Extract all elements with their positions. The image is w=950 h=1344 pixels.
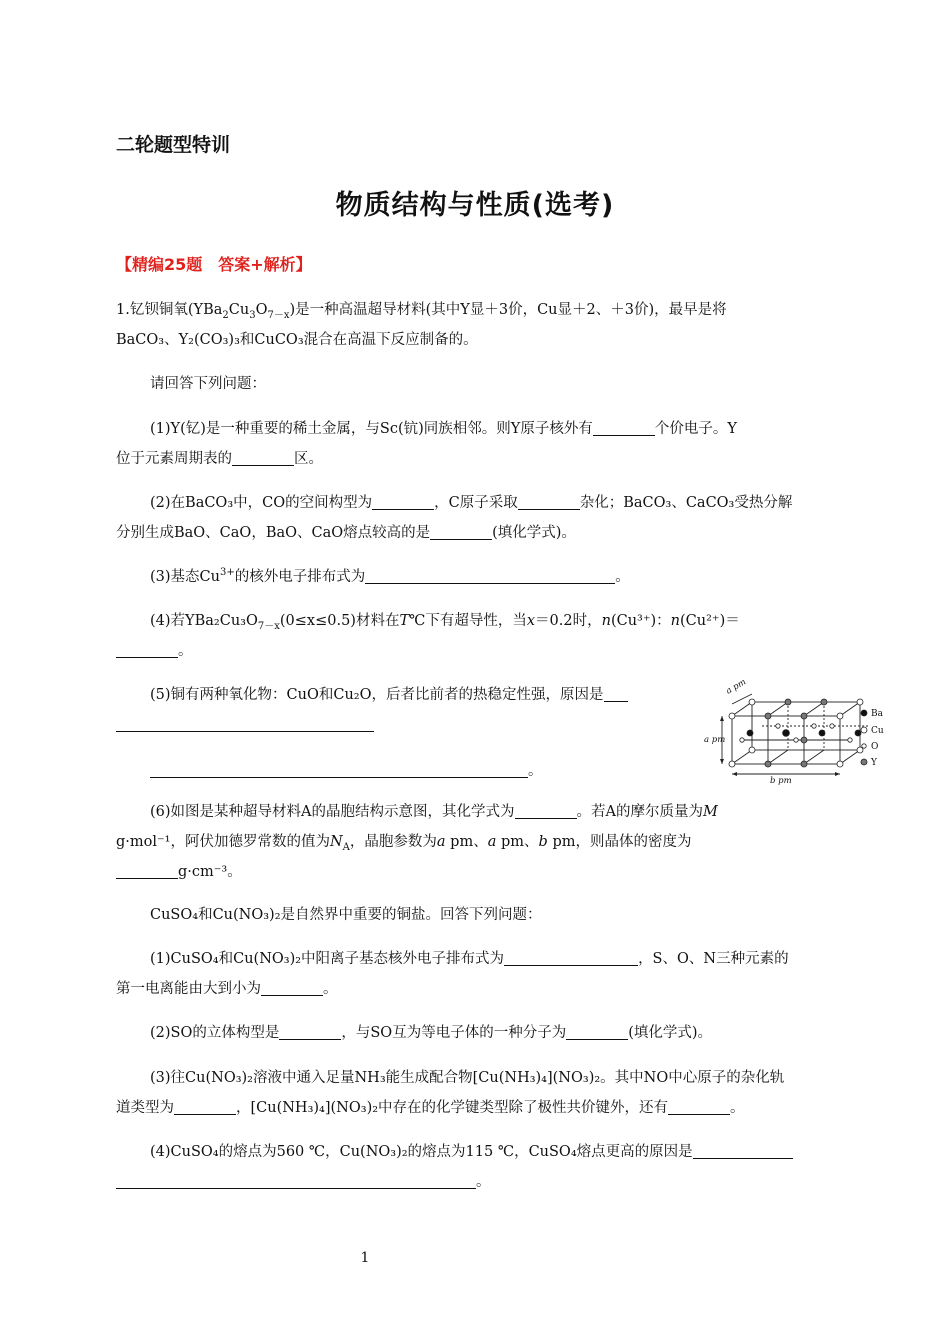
- answer-blank[interactable]: [116, 713, 374, 732]
- answer-blank[interactable]: [232, 447, 294, 466]
- q2-part-2: (2)SO的立体构型是 ，与SO互为等电子体的一种分子为 (填化学式)。: [116, 1018, 836, 1048]
- edition-tag: 【精编25题 答案+解析】: [116, 255, 312, 274]
- series-heading: 二轮题型特训: [116, 134, 231, 156]
- answer-blank[interactable]: [604, 683, 628, 702]
- answer-blank[interactable]: [668, 1096, 730, 1115]
- answer-blank[interactable]: [365, 565, 615, 584]
- answer-blank[interactable]: [518, 491, 580, 510]
- q1-part-1: (1)Y(钇)是一种重要的稀土金属，与Sc(钪)同族相邻。则Y原子核外有 个价电子。Y 位于元素周期表的 区。: [116, 414, 836, 474]
- svg-text:Cu: Cu: [871, 726, 884, 736]
- answer-blank[interactable]: [566, 1021, 628, 1040]
- answer-blank[interactable]: [515, 800, 577, 819]
- q1-part-5-cont: 。: [116, 756, 696, 786]
- svg-text:b pm: b pm: [770, 776, 792, 786]
- page-title: 物质结构与性质(选考): [335, 190, 615, 221]
- answer-blank[interactable]: [372, 491, 434, 510]
- answer-blank[interactable]: [504, 947, 638, 966]
- answer-blank[interactable]: [116, 1170, 476, 1189]
- q1-stem: 1.钇钡铜氧$(YBa_2Cu_3O_{7-x})$是一种高温超导材料(其中Y显＋3价，Cu显＋2、＋3价)，最早是将 BaCO₃、Y₂(CO₃)₃和CuCO₃混合在高温下反应制备的。: [116, 302, 727, 348]
- page-number: 1: [360, 1250, 370, 1266]
- q2-intro: CuSO₄和Cu(NO₃)₂是自然界中重要的铜盐。回答下列问题：: [150, 907, 542, 923]
- svg-text:a pm: a pm: [724, 677, 748, 697]
- q1-prompt: 请回答下列问题：: [150, 376, 266, 392]
- q1-part-5: (5)铜有两种氧化物：CuO和Cu₂O，后者比前者的热稳定性强，原因是: [116, 680, 696, 740]
- crystal-cell-figure: [704, 677, 898, 786]
- svg-text:a pm: a pm: [704, 735, 726, 745]
- q1-part-4: (4)若$YBa_2Cu_3O_{7-x}(0\le x\le 0.5)$材料在T℃下有超导性，当x＝0.2时，n(Cu³⁺)：n(Cu²⁺)＝ 。: [116, 606, 836, 666]
- q2-part-1: (1)CuSO₄和Cu(NO₃)₂中阳离子基态核外电子排布式为 ，S、O、N三种元素的 第一电离能由大到小为 。: [116, 944, 836, 1004]
- answer-blank[interactable]: [693, 1140, 793, 1159]
- answer-blank[interactable]: [593, 417, 655, 436]
- answer-blank[interactable]: [174, 1096, 236, 1115]
- svg-text:Y: Y: [871, 758, 877, 768]
- answer-blank[interactable]: [279, 1021, 341, 1040]
- q2-part-4: (4)CuSO₄的熔点为560 ℃，Cu(NO₃)₂的熔点为115 ℃，CuSO₄熔点更高的原因是 。: [116, 1137, 836, 1197]
- q1-part-2: (2)在BaCO₃中，CO的空间构型为 ，C原子采取 杂化；BaCO₃、CaCO₃受热分解 分别生成BaO、CaO，BaO、CaO熔点较高的是 (填化学式)。: [116, 488, 836, 548]
- q1-part-3: (3)基态$Cu^{3+}$的核外电子排布式为 。: [116, 562, 836, 592]
- svg-text:O: O: [871, 742, 879, 752]
- answer-blank[interactable]: [116, 860, 178, 879]
- q1-part-6: (6)如图是某种超导材料A的晶胞结构示意图，其化学式为 。若A的摩尔质量为M g·mol⁻¹，阿伏加德罗常数的值为$N_A$，晶胞参数为a pm、a pm、b pm，则晶体的密度为 g·cm⁻³。: [116, 797, 836, 887]
- answer-blank[interactable]: [261, 977, 323, 996]
- answer-blank[interactable]: [150, 759, 528, 778]
- answer-blank[interactable]: [116, 639, 178, 658]
- svg-text:Ba: Ba: [871, 709, 883, 719]
- q2-part-3: (3)往Cu(NO₃)₂溶液中通入足量NH₃能生成配合物[Cu(NH₃)₄](NO₃)₂。其中NO中心原子的杂化轨 道类型为 ，[Cu(NH₃)₄](NO₃)₂中存在的化学键类型除了极性共价键外，还有 。: [116, 1070, 785, 1116]
- answer-blank[interactable]: [430, 521, 492, 540]
